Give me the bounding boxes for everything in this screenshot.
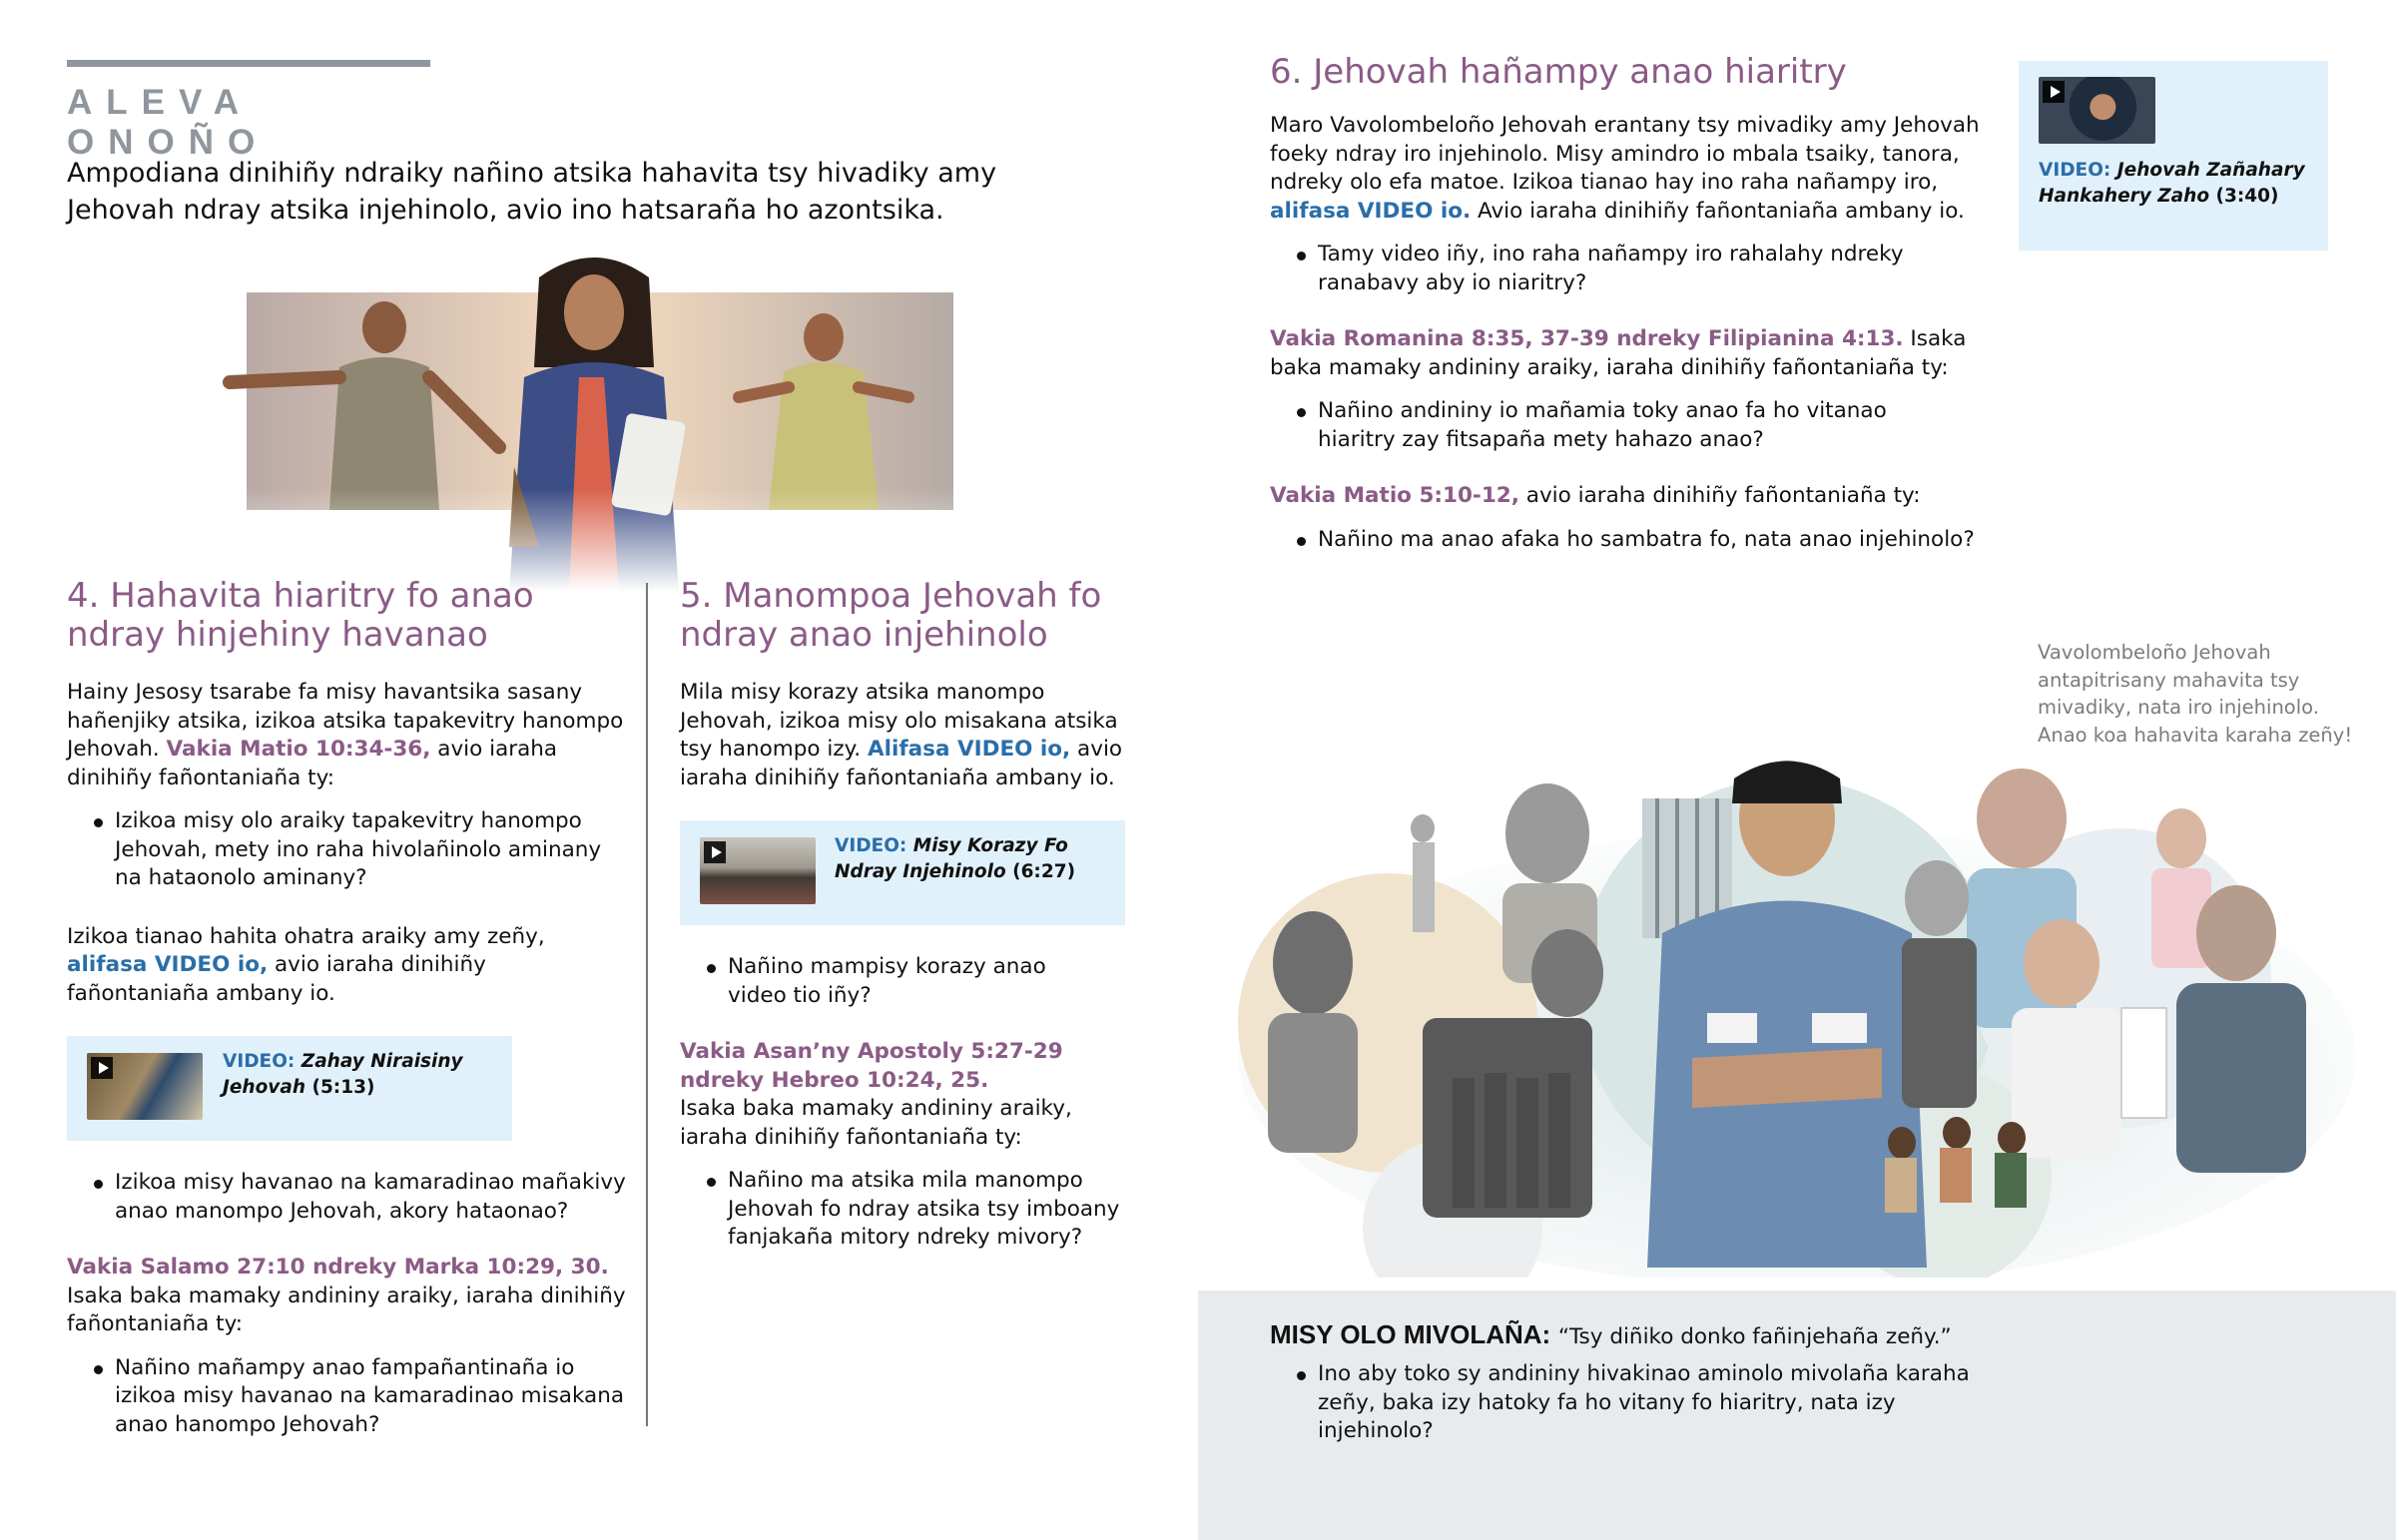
video-thumbnail[interactable] bbox=[87, 1053, 203, 1120]
section-6-paragraph-3 bbox=[1270, 482, 1981, 511]
section-4-title-line1: 4. Hahavita hiaritry fo anao bbox=[67, 576, 534, 616]
question-bullet: Izikoa misy havanao na kamaradinao mañakivy anao manompo Jehovah, akory hataonao? bbox=[67, 1169, 626, 1226]
play-icon[interactable] bbox=[2043, 81, 2065, 103]
video-card[interactable] bbox=[67, 1036, 512, 1141]
section-5-title-line1: 5. Manompoa Jehovah fo bbox=[680, 576, 1102, 616]
text: avio iaraha dinihiñy fañontaniaña ambany io. bbox=[67, 952, 486, 1006]
play-icon[interactable] bbox=[704, 841, 726, 863]
text: Izikoa tianao hahita ohatra araiky amy zeñy, bbox=[67, 923, 545, 949]
section-6-title: 6. Jehovah hañampy anao hiaritry bbox=[1270, 52, 1847, 92]
play-icon[interactable] bbox=[91, 1057, 113, 1079]
video-thumbnail[interactable] bbox=[2039, 77, 2155, 144]
video-card[interactable] bbox=[2019, 61, 2328, 251]
video-link[interactable]: alifasa VIDEO io. bbox=[1270, 198, 1472, 224]
video-duration: (3:40) bbox=[2215, 186, 2279, 207]
someone-says-line bbox=[1270, 1317, 2029, 1354]
someone-says-label: MISY OLO MIVOLAÑA: bbox=[1270, 1319, 1551, 1349]
video-caption bbox=[2039, 158, 2318, 210]
video-title: Zahay Niraisiny Jehovah bbox=[223, 1051, 463, 1098]
scripture-reference-line2[interactable]: ndreky Hebreo 10:24, 25. bbox=[680, 1067, 989, 1093]
text: Hainy Jesosy tsarabe fa misy havantsika sasany hañenjiky atsika, izikoa atsika tapakevitry hanompo Jehovah. bbox=[67, 680, 624, 762]
section-header-label: ALEVA ONOÑO bbox=[67, 83, 270, 162]
text: avio iaraha dinihiñy fañontaniaña ambany io. bbox=[680, 737, 1123, 790]
scripture-link-matio[interactable]: Vakia Matio 10:34-36, bbox=[166, 737, 431, 762]
scripture-link-matio[interactable]: Vakia Matio 5:10-12, bbox=[1270, 483, 1519, 508]
text: Isaka baka mamaky andininy araiky, iaraha dinihiñy fañontaniaña ty: bbox=[1270, 326, 1967, 380]
text: Mila misy korazy atsika manompo Jehovah, izikoa misy olo misakana atsika tsy hanompo izy. bbox=[680, 680, 1118, 762]
video-link[interactable]: alifasa VIDEO io, bbox=[67, 952, 269, 977]
video-label: VIDEO: bbox=[223, 1051, 296, 1072]
video-thumbnail[interactable] bbox=[700, 837, 816, 904]
section-5-paragraph-2: Isaka baka mamaky andininy araiky, iaraha dinihiñy fañontaniaña ty: bbox=[680, 1096, 1072, 1150]
section-5-title bbox=[680, 577, 1129, 655]
someone-says-content bbox=[1270, 1317, 2029, 1446]
text: Maro Vavolombeloño Jehovah erantany tsy mivadiky amy Jehovah foeky ndray iro injehinolo. Misy amindro io mbala tsaiky, tanora, ndreky olo efa matoe. Izikoa tianao hay ino raha nañampy iro, bbox=[1270, 113, 1980, 195]
section-6-paragraph-2 bbox=[1270, 325, 1981, 382]
scripture-link-romanina[interactable]: Vakia Romanina 8:35, 37-39 ndreky Filipianina 4:13. bbox=[1270, 326, 1904, 351]
section-6-paragraph-1 bbox=[1270, 112, 1981, 226]
text: Avio iaraha dinihiñy fañontaniaña ambany io. bbox=[1471, 198, 1965, 224]
video-link[interactable]: Alifasa VIDEO io, bbox=[867, 737, 1071, 762]
video-title: Misy Korazy Fo Ndray Injehinolo bbox=[835, 835, 1068, 882]
section-6 bbox=[1270, 53, 1981, 554]
intro-paragraph: Ampodiana dinihiñy ndraiky nañino atsika hahavita tsy hivadiky amy Jehovah ndray atsika injehinolo, avio ino hatsaraña ho azontsika. bbox=[67, 158, 997, 226]
illustration-caption: Vavolombeloño Jehovah antapitrisany mahavita tsy mivadiky, nata iro injehinolo. Anao koa hahavita karaha zeñy! bbox=[2038, 641, 2353, 747]
section-5-paragraph-1 bbox=[680, 679, 1129, 792]
question-bullet: Nañino mampisy korazy anao video tio iñy? bbox=[680, 953, 1059, 1010]
video-label: VIDEO: bbox=[2039, 160, 2111, 181]
someone-says-quote: “Tsy diñiko donko fañinjehaña zeñy.” bbox=[1557, 1324, 1952, 1349]
witnesses-collage-illustration bbox=[1223, 759, 2371, 1278]
section-4-title bbox=[67, 577, 626, 655]
video-caption bbox=[835, 833, 1094, 885]
video-label: VIDEO: bbox=[835, 835, 907, 856]
video-caption bbox=[223, 1049, 482, 1101]
video-duration: (5:13) bbox=[311, 1077, 375, 1098]
text: avio iaraha dinihiñy fañontaniaña ty: bbox=[1518, 483, 1921, 508]
question-bullet: Nañino ma anao afaka ho sambatra fo, nata anao injehinolo? bbox=[1270, 526, 1981, 555]
section-header bbox=[67, 60, 430, 163]
video-title: Jehovah Zañahary Hankahery Zaho bbox=[2039, 160, 2305, 207]
section-4 bbox=[67, 577, 626, 1439]
section-4-paragraph-2 bbox=[67, 923, 626, 1009]
video-duration: (6:27) bbox=[1012, 861, 1076, 882]
question-bullet: Nañino mañampy anao fampañantinaña io izikoa misy havanao na kamaradinao misakana anao hanompo Jehovah? bbox=[67, 1354, 626, 1440]
question-bullet: Ino aby toko sy andininy hivakinao aminolo mivolaña karaha zeñy, baka izy hatoky fa ho vitany fo hiaritry, nata izy injehinolo? bbox=[1270, 1360, 1989, 1446]
question-bullet: Izikoa misy olo araiky tapakevitry hanompo Jehovah, mety ino raha hivolañinolo aminany na hataonolo aminany? bbox=[67, 807, 626, 893]
section-5-title-line2: ndray anao injehinolo bbox=[680, 615, 1048, 655]
text: avio iaraha dinihiñy fañontaniaña ty: bbox=[67, 737, 558, 790]
scripture-reference-line1[interactable]: Vakia Asan’ny Apostoly 5:27-29 bbox=[680, 1039, 1063, 1064]
question-bullet: Tamy video iñy, ino raha nañampy iro rahalahy ndreky ranabavy aby io niaritry? bbox=[1270, 241, 1909, 297]
question-bullet: Nañino andininy io mañamia toky anao fa ho vitanao hiaritry zay fitsapaña mety hahazo anao? bbox=[1270, 397, 1949, 454]
section-4-title-line2: ndray hinjehiny havanao bbox=[67, 615, 488, 655]
column-divider bbox=[646, 583, 648, 1426]
scripture-reference[interactable]: Vakia Salamo 27:10 ndreky Marka 10:29, 30. bbox=[67, 1255, 609, 1280]
video-card[interactable] bbox=[680, 820, 1125, 925]
section-5 bbox=[680, 577, 1129, 1253]
question-bullet: Nañino ma atsika mila manompo Jehovah fo ndray atsika tsy imboany fanjakaña mitory ndreky mivory? bbox=[680, 1167, 1129, 1253]
section-4-paragraph-1 bbox=[67, 679, 626, 792]
scripture-reference[interactable] bbox=[680, 1038, 1129, 1095]
family-illustration bbox=[210, 248, 968, 592]
section-4-paragraph-3: Isaka baka mamaky andininy araiky, iaraha dinihiñy fañontaniaña ty: bbox=[67, 1283, 626, 1336]
